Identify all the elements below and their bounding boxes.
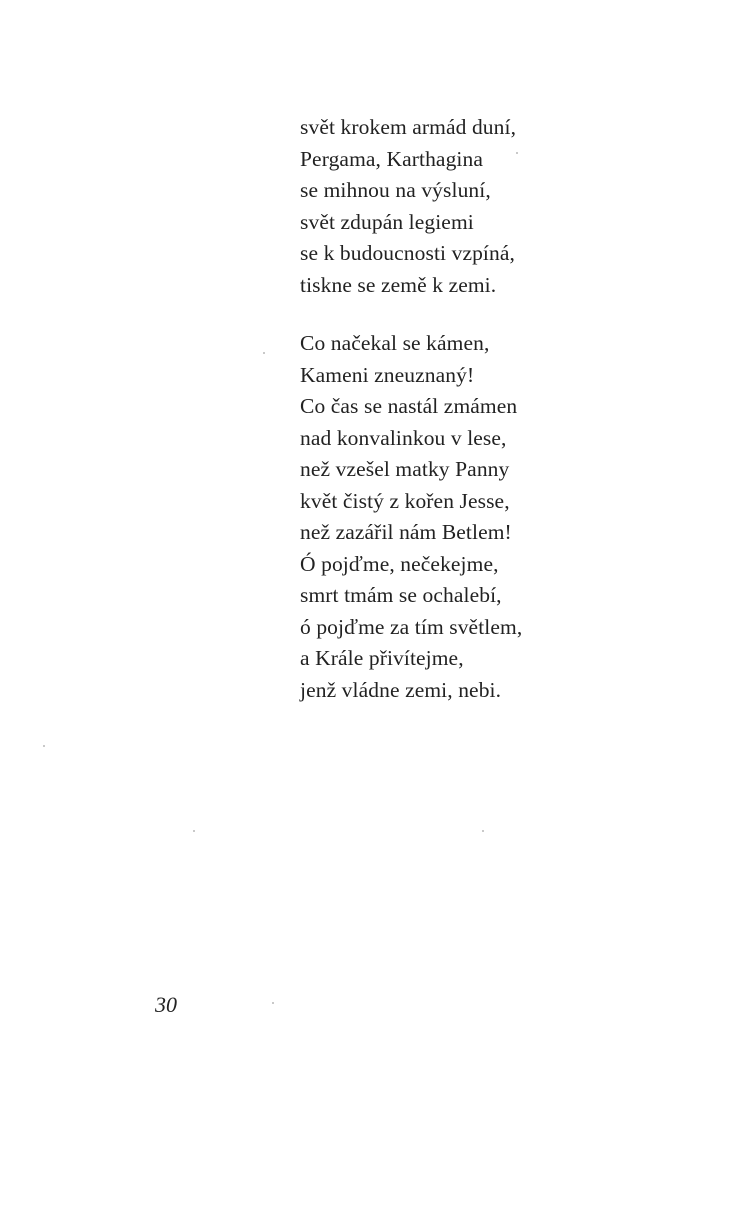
page-number: 30: [155, 992, 177, 1017]
scan-speck: [263, 352, 265, 354]
poem-line: svět krokem armád duní,: [300, 115, 517, 139]
poem-stanza-2: [300, 328, 522, 706]
poem-line: svět zdupán legiemi: [300, 209, 474, 234]
poem-line: nad konvalinkou v lese,: [300, 425, 507, 450]
poem-line: Pergama, Karthagina: [300, 146, 483, 171]
poem-line: Co čas se nastál zmámen: [300, 394, 518, 418]
poem-stanza-1: [300, 112, 516, 301]
scan-speck: [193, 830, 195, 832]
poem-line: než vzešel matky Panny: [300, 457, 510, 481]
poem-line: Ó pojďme, nečekejme,: [300, 551, 499, 576]
scan-speck: [482, 830, 484, 832]
poem-line: tiskne se země k zemi.: [300, 272, 497, 297]
poem-line: se mihnou na výsluní,: [300, 178, 491, 202]
poem-line: ó pojďme za tím světlem,: [300, 614, 523, 639]
poem-line: smrt tmám se ochalebí,: [300, 583, 502, 607]
poem-line: než zazářil nám Betlem!: [300, 520, 512, 544]
poem-line: Kameni zneuznaný!: [300, 362, 475, 387]
poem-line: se k budoucnosti vzpíná,: [300, 241, 515, 265]
poem-line: jenž vládne zemi, nebi.: [300, 677, 502, 702]
poem-line: Co načekal se kámen,: [300, 331, 490, 355]
poem-line: květ čistý z kořen Jesse,: [300, 488, 510, 513]
scan-speck: [43, 745, 45, 747]
poem-line: a Krále přivítejme,: [300, 646, 464, 670]
scan-speck: [272, 1002, 274, 1004]
scan-speck: [516, 152, 518, 154]
